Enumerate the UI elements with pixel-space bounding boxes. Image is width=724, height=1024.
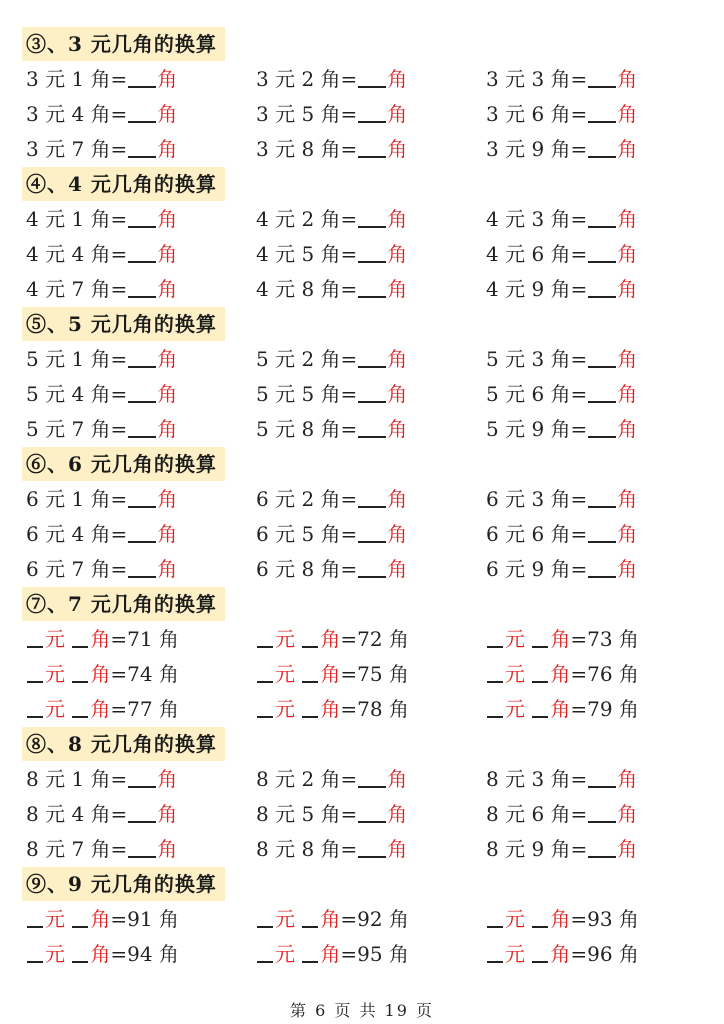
problem-text: 4 元 9 角= [486,277,588,301]
jiao-blank[interactable] [532,624,548,648]
jiao-unit: 角 [320,697,341,721]
answer-blank[interactable] [358,799,386,823]
answer-blank[interactable] [128,344,156,368]
problem [256,202,407,236]
problem [256,517,407,551]
yuan-blank[interactable] [27,694,43,718]
answer-blank[interactable] [588,834,616,858]
jiao-blank[interactable] [302,939,318,963]
spacer [65,697,71,721]
answer-unit: 角 [387,522,408,546]
answer-unit: 角 [617,347,638,371]
problem [486,552,637,586]
problem-text: 6 元 9 角= [486,557,588,581]
answer-unit: 角 [157,242,178,266]
answer-unit: 角 [387,67,408,91]
yuan-blank[interactable] [487,659,503,683]
problem-text: 6 元 6 角= [486,522,588,546]
answer-unit: 角 [387,837,408,861]
problem [486,622,639,656]
problem [486,237,637,271]
answer-unit: 角 [157,417,178,441]
yuan-blank[interactable] [27,624,43,648]
yuan-blank[interactable] [257,939,273,963]
problem [486,482,637,516]
answer-blank[interactable] [358,554,386,578]
problem [26,797,177,831]
problem-text: 8 元 6 角= [486,802,588,826]
problem [26,342,177,376]
answer-unit: 角 [617,137,638,161]
problem [26,97,177,131]
answer-unit: 角 [617,417,638,441]
jiao-blank[interactable] [302,694,318,718]
problem [26,62,177,96]
answer-unit: 角 [387,242,408,266]
jiao-unit: 角 [90,627,111,651]
jiao-blank[interactable] [72,624,88,648]
problem-text: 6 元 5 角= [256,522,358,546]
problem [26,832,177,866]
answer-unit: 角 [157,487,178,511]
problem-text: 5 元 7 角= [26,417,128,441]
yuan-unit: 元 [505,942,525,966]
problem [26,377,177,411]
problem-text: =93 角 [570,907,639,931]
jiao-blank[interactable] [532,939,548,963]
problem [26,692,179,726]
problem-text: =79 角 [570,697,639,721]
problem-text: 8 元 9 角= [486,837,588,861]
problem-text: 5 元 3 角= [486,347,588,371]
problem [256,342,407,376]
yuan-unit: 元 [505,662,525,686]
problem-text: 8 元 8 角= [256,837,358,861]
problem-text: 4 元 1 角= [26,207,128,231]
problem [486,657,639,691]
yuan-blank[interactable] [257,904,273,928]
answer-blank[interactable] [128,414,156,438]
answer-blank[interactable] [588,484,616,508]
problem-text: 4 元 4 角= [26,242,128,266]
answer-unit: 角 [157,382,178,406]
problem-text: 5 元 1 角= [26,347,128,371]
problem [486,97,637,131]
problem-text: 5 元 6 角= [486,382,588,406]
problem-text: 5 元 2 角= [256,347,358,371]
jiao-blank[interactable] [72,939,88,963]
answer-unit: 角 [387,102,408,126]
jiao-unit: 角 [90,942,111,966]
answer-unit: 角 [157,102,178,126]
answer-unit: 角 [387,137,408,161]
answer-blank[interactable] [358,99,386,123]
spacer [295,907,301,931]
yuan-unit: 元 [45,627,65,651]
problem-text: 5 元 8 角= [256,417,358,441]
answer-unit: 角 [617,837,638,861]
yuan-blank[interactable] [27,904,43,928]
yuan-unit: 元 [275,662,295,686]
answer-unit: 角 [617,277,638,301]
problem [256,412,407,446]
spacer [295,662,301,686]
jiao-unit: 角 [550,942,571,966]
jiao-blank[interactable] [302,659,318,683]
problem-text: 3 元 5 角= [256,102,358,126]
problem-text: 6 元 7 角= [26,557,128,581]
yuan-blank[interactable] [27,939,43,963]
answer-blank[interactable] [358,204,386,228]
answer-blank[interactable] [588,379,616,403]
jiao-unit: 角 [550,662,571,686]
jiao-blank[interactable] [532,904,548,928]
problem [256,937,409,971]
answer-blank[interactable] [128,519,156,543]
problem [486,832,637,866]
problem [256,62,407,96]
section-title: ⑦、7 元几角的换算 [22,587,225,621]
answer-unit: 角 [387,557,408,581]
answer-blank[interactable] [128,99,156,123]
problem [26,132,177,166]
yuan-unit: 元 [275,697,295,721]
answer-unit: 角 [387,382,408,406]
yuan-blank[interactable] [257,624,273,648]
answer-blank[interactable] [588,344,616,368]
answer-blank[interactable] [128,764,156,788]
spacer [65,907,71,931]
answer-unit: 角 [387,207,408,231]
problem-text: 6 元 4 角= [26,522,128,546]
answer-unit: 角 [157,137,178,161]
jiao-blank[interactable] [302,624,318,648]
problem-text: 8 元 5 角= [256,802,358,826]
problem-text: 6 元 2 角= [256,487,358,511]
yuan-unit: 元 [275,907,295,931]
problem-text: =72 角 [340,627,409,651]
answer-blank[interactable] [128,134,156,158]
answer-unit: 角 [157,67,178,91]
problem [486,202,637,236]
problem-text: 8 元 3 角= [486,767,588,791]
answer-blank[interactable] [358,64,386,88]
problem-text: 4 元 5 角= [256,242,358,266]
problem-text: 3 元 1 角= [26,67,128,91]
yuan-unit: 元 [505,697,525,721]
answer-blank[interactable] [358,764,386,788]
jiao-unit: 角 [320,662,341,686]
yuan-unit: 元 [275,942,295,966]
problem-text: 8 元 7 角= [26,837,128,861]
answer-unit: 角 [157,767,178,791]
problem-text: 4 元 6 角= [486,242,588,266]
spacer [525,907,531,931]
problem-text: =96 角 [570,942,639,966]
jiao-blank[interactable] [72,904,88,928]
problem [486,377,637,411]
problem-text: 3 元 7 角= [26,137,128,161]
answer-unit: 角 [387,417,408,441]
problem-text: =76 角 [570,662,639,686]
problem-text: 8 元 4 角= [26,802,128,826]
spacer [295,697,301,721]
problem [256,622,409,656]
spacer [525,627,531,651]
problem [256,657,409,691]
spacer [525,697,531,721]
answer-blank[interactable] [358,239,386,263]
yuan-unit: 元 [45,942,65,966]
answer-unit: 角 [617,67,638,91]
yuan-blank[interactable] [257,694,273,718]
answer-blank[interactable] [588,764,616,788]
jiao-unit: 角 [320,907,341,931]
answer-blank[interactable] [128,484,156,508]
answer-blank[interactable] [588,274,616,298]
yuan-unit: 元 [275,627,295,651]
answer-unit: 角 [387,487,408,511]
answer-unit: 角 [617,522,638,546]
answer-blank[interactable] [588,134,616,158]
answer-blank[interactable] [588,99,616,123]
answer-unit: 角 [617,207,638,231]
problem-text: =91 角 [110,907,179,931]
problem [26,272,177,306]
problem [26,517,177,551]
answer-blank[interactable] [128,274,156,298]
answer-blank[interactable] [588,799,616,823]
problem [256,902,409,936]
answer-unit: 角 [617,102,638,126]
spacer [65,942,71,966]
jiao-blank[interactable] [72,694,88,718]
answer-unit: 角 [157,802,178,826]
problem [256,692,409,726]
problem [486,62,637,96]
yuan-unit: 元 [505,907,525,931]
problem-text: 6 元 3 角= [486,487,588,511]
problem [26,482,177,516]
answer-blank[interactable] [358,414,386,438]
problem [256,132,407,166]
section-title: ⑥、6 元几角的换算 [22,447,225,481]
problem-text: 8 元 2 角= [256,767,358,791]
problem [256,832,407,866]
answer-unit: 角 [157,522,178,546]
problem [26,937,179,971]
answer-blank[interactable] [358,834,386,858]
problem [26,622,179,656]
problem-text: 3 元 8 角= [256,137,358,161]
yuan-unit: 元 [45,662,65,686]
answer-blank[interactable] [588,554,616,578]
problem-text: =77 角 [110,697,179,721]
problem-text: 5 元 9 角= [486,417,588,441]
jiao-blank[interactable] [302,904,318,928]
jiao-unit: 角 [320,627,341,651]
section-title: ⑤、5 元几角的换算 [22,307,225,341]
problem [256,97,407,131]
answer-blank[interactable] [588,414,616,438]
problem-text: =95 角 [340,942,409,966]
section-title: ③、3 元几角的换算 [22,27,225,61]
problem [256,482,407,516]
answer-unit: 角 [617,767,638,791]
problem-text: 3 元 4 角= [26,102,128,126]
answer-blank[interactable] [588,64,616,88]
answer-blank[interactable] [128,799,156,823]
problem [256,797,407,831]
answer-unit: 角 [617,802,638,826]
answer-unit: 角 [387,767,408,791]
section-title: ⑧、8 元几角的换算 [22,727,225,761]
jiao-blank[interactable] [532,694,548,718]
yuan-blank[interactable] [487,694,503,718]
answer-unit: 角 [157,347,178,371]
yuan-blank[interactable] [487,624,503,648]
problem-text: 8 元 1 角= [26,767,128,791]
answer-unit: 角 [387,277,408,301]
problem-text: 6 元 1 角= [26,487,128,511]
answer-blank[interactable] [588,239,616,263]
problem-text: =75 角 [340,662,409,686]
problem [256,237,407,271]
problem [486,517,637,551]
spacer [65,627,71,651]
section-title: ⑨、9 元几角的换算 [22,867,225,901]
problem-text: =73 角 [570,627,639,651]
problem [26,902,179,936]
answer-unit: 角 [387,347,408,371]
problem [256,272,407,306]
jiao-unit: 角 [550,627,571,651]
answer-blank[interactable] [358,134,386,158]
problem [486,692,639,726]
answer-blank[interactable] [358,379,386,403]
problem [256,762,407,796]
answer-unit: 角 [157,277,178,301]
problem [26,202,177,236]
answer-blank[interactable] [128,239,156,263]
yuan-unit: 元 [505,627,525,651]
problem [486,342,637,376]
answer-unit: 角 [617,242,638,266]
problem [486,902,639,936]
problem-text: 4 元 3 角= [486,207,588,231]
answer-blank[interactable] [358,484,386,508]
jiao-blank[interactable] [72,659,88,683]
spacer [525,662,531,686]
jiao-unit: 角 [550,697,571,721]
problem-text: =74 角 [110,662,179,686]
jiao-unit: 角 [90,697,111,721]
problem-text: 3 元 9 角= [486,137,588,161]
problem-text: =92 角 [340,907,409,931]
problem [486,132,637,166]
section-title: ④、4 元几角的换算 [22,167,225,201]
problem-text: 3 元 6 角= [486,102,588,126]
answer-unit: 角 [157,207,178,231]
problem [486,762,637,796]
spacer [65,662,71,686]
yuan-unit: 元 [45,697,65,721]
yuan-unit: 元 [45,907,65,931]
jiao-unit: 角 [550,907,571,931]
jiao-unit: 角 [90,662,111,686]
answer-blank[interactable] [128,554,156,578]
yuan-blank[interactable] [27,659,43,683]
problem-text: 6 元 8 角= [256,557,358,581]
problem [256,377,407,411]
answer-blank[interactable] [128,379,156,403]
answer-unit: 角 [617,557,638,581]
answer-blank[interactable] [358,344,386,368]
yuan-blank[interactable] [257,659,273,683]
answer-blank[interactable] [128,64,156,88]
problem [26,237,177,271]
answer-unit: 角 [157,837,178,861]
jiao-blank[interactable] [532,659,548,683]
problem [26,412,177,446]
problem-text: 5 元 4 角= [26,382,128,406]
answer-blank[interactable] [588,519,616,543]
answer-blank[interactable] [588,204,616,228]
answer-unit: 角 [387,802,408,826]
problem-text: 5 元 5 角= [256,382,358,406]
spacer [295,942,301,966]
problem [486,412,637,446]
spacer [295,627,301,651]
problem-text: 4 元 8 角= [256,277,358,301]
answer-unit: 角 [157,557,178,581]
problem-text: 3 元 2 角= [256,67,358,91]
problem [26,552,177,586]
answer-unit: 角 [617,487,638,511]
answer-blank[interactable] [358,274,386,298]
jiao-unit: 角 [90,907,111,931]
problem [486,272,637,306]
problem [26,762,177,796]
problem-text: 3 元 3 角= [486,67,588,91]
answer-blank[interactable] [128,834,156,858]
spacer [525,942,531,966]
problem-text: =94 角 [110,942,179,966]
yuan-blank[interactable] [487,904,503,928]
problem-text: =78 角 [340,697,409,721]
problem [486,797,637,831]
problem-text: =71 角 [110,627,179,651]
problem [256,552,407,586]
answer-blank[interactable] [128,204,156,228]
problem [486,937,639,971]
page-footer: 第 6 页 共 19 页 [290,1001,434,1020]
yuan-blank[interactable] [487,939,503,963]
problem [26,657,179,691]
answer-blank[interactable] [358,519,386,543]
problem-text: 4 元 2 角= [256,207,358,231]
jiao-unit: 角 [320,942,341,966]
problem-text: 4 元 7 角= [26,277,128,301]
answer-unit: 角 [617,382,638,406]
